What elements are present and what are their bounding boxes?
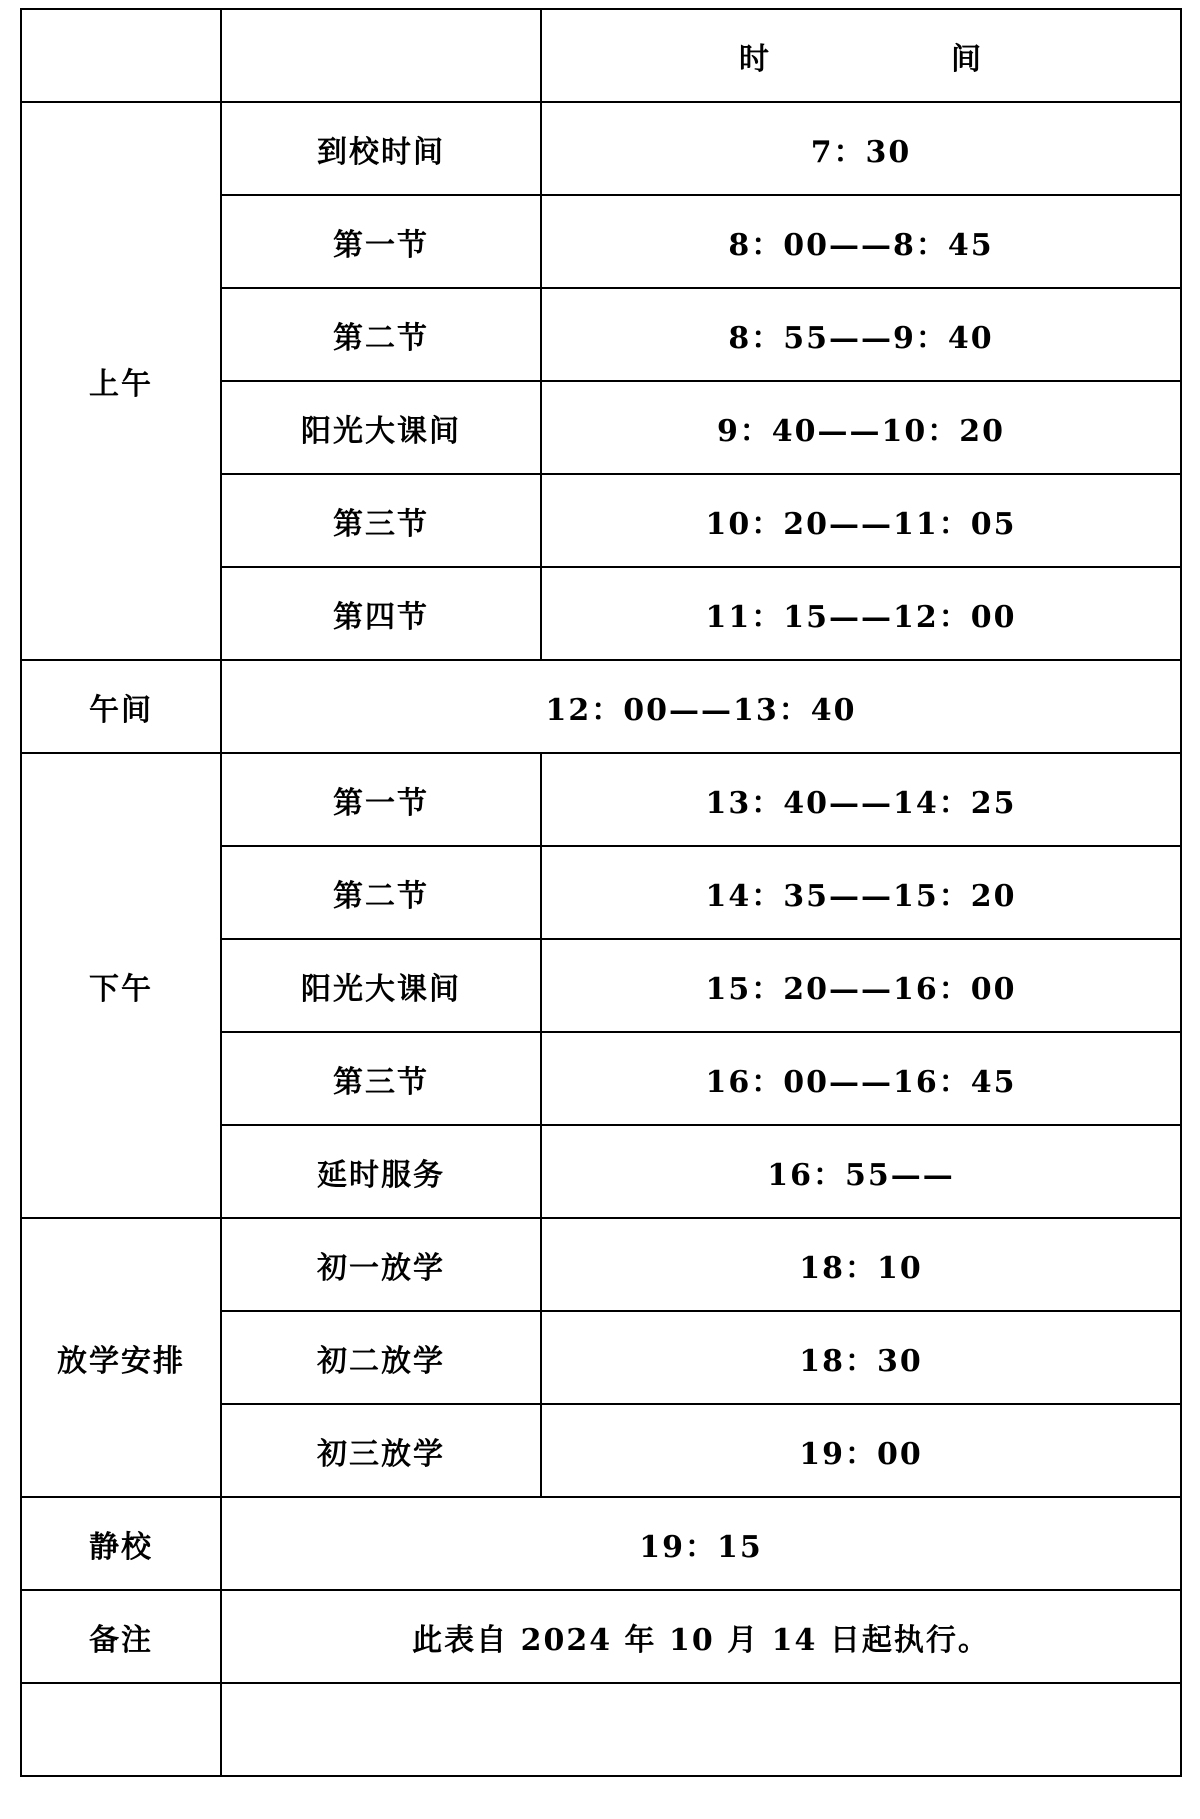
row-time: 8：00——8：45 xyxy=(541,195,1181,288)
section-label-quiet: 静校 xyxy=(21,1497,221,1590)
header-time-right: 间 xyxy=(951,41,983,77)
table-row xyxy=(21,1218,1181,1311)
footer-cell-right xyxy=(221,1683,1181,1776)
table-row xyxy=(21,753,1181,846)
header-cell-empty-1 xyxy=(21,9,221,102)
row-time: 19：00 xyxy=(541,1404,1181,1497)
table-row xyxy=(21,1590,1181,1683)
row-time: 9：40——10：20 xyxy=(541,381,1181,474)
row-label: 延时服务 xyxy=(221,1125,541,1218)
table-header-row xyxy=(21,9,1181,102)
section-label-morning: 上午 xyxy=(21,102,221,660)
row-label: 阳光大课间 xyxy=(221,939,541,1032)
row-label: 第四节 xyxy=(221,567,541,660)
row-time: 11：15——12：00 xyxy=(541,567,1181,660)
table-row xyxy=(21,660,1181,753)
row-time: 18：30 xyxy=(541,1311,1181,1404)
header-cell-empty-2 xyxy=(221,9,541,102)
remark-text: 此表自 2024 年 10 月 14 日起执行。 xyxy=(221,1590,1181,1683)
section-label-noon: 午间 xyxy=(21,660,221,753)
table-footer-row xyxy=(21,1683,1181,1776)
row-time: 14：35——15：20 xyxy=(541,846,1181,939)
row-time: 19：15 xyxy=(221,1497,1181,1590)
row-time: 13：40——14：25 xyxy=(541,753,1181,846)
row-time: 15：20——16：00 xyxy=(541,939,1181,1032)
section-label-remark: 备注 xyxy=(21,1590,221,1683)
row-label: 阳光大课间 xyxy=(221,381,541,474)
header-cell-time xyxy=(541,9,1181,102)
row-time: 7：30 xyxy=(541,102,1181,195)
row-label: 第二节 xyxy=(221,846,541,939)
row-time: 16：55—— xyxy=(541,1125,1181,1218)
row-label: 初二放学 xyxy=(221,1311,541,1404)
row-label: 第三节 xyxy=(221,1032,541,1125)
section-label-dismissal: 放学安排 xyxy=(21,1218,221,1497)
row-time: 8：55——9：40 xyxy=(541,288,1181,381)
row-label: 到校时间 xyxy=(221,102,541,195)
row-label: 第一节 xyxy=(221,753,541,846)
footer-cell-left xyxy=(21,1683,221,1776)
table-row xyxy=(21,102,1181,195)
row-time: 10：20——11：05 xyxy=(541,474,1181,567)
schedule-table xyxy=(20,8,1182,1777)
section-label-afternoon: 下午 xyxy=(21,753,221,1218)
row-time: 12：00——13：40 xyxy=(221,660,1181,753)
row-label: 第一节 xyxy=(221,195,541,288)
row-label: 第二节 xyxy=(221,288,541,381)
table-row xyxy=(21,1497,1181,1590)
row-label: 初三放学 xyxy=(221,1404,541,1497)
row-label: 初一放学 xyxy=(221,1218,541,1311)
row-time: 16：00——16：45 xyxy=(541,1032,1181,1125)
row-time: 18：10 xyxy=(541,1218,1181,1311)
header-time-left: 时 xyxy=(739,41,771,77)
row-label: 第三节 xyxy=(221,474,541,567)
